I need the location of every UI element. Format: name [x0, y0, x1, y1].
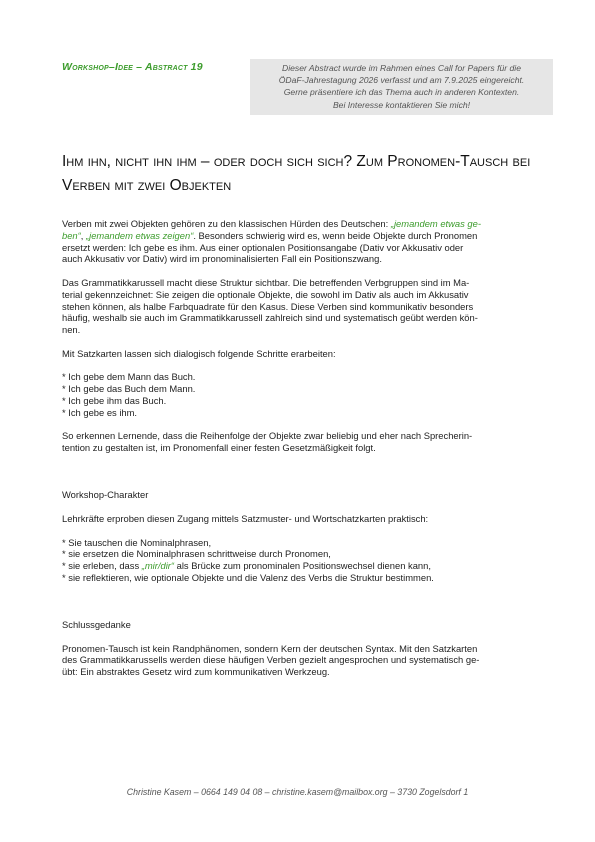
text-line: terial gekennzeichnet: Sie zeigen die optionale Objekte, die sowohl im Dativ als auch im Akkusativ: [62, 288, 469, 300]
notice-line: Dieser Abstract wurde im Rahmen eines Call for Papers für die: [282, 63, 521, 73]
notice-line: Gerne präsentiere ich das Thema auch in anderen Kontexten.: [283, 87, 520, 98]
text-line: auch Akkusativ vor Dativ) wird im pronominalisierten Fall ein Positionszwang.: [62, 253, 382, 265]
text-line: tention zu gestalten ist, im Pronomenfall einer festen Gesetzmäßigkeit folgt.: [62, 442, 376, 454]
steps-list: [62, 371, 548, 418]
paragraph-grammatikkarussell: [62, 277, 548, 336]
paragraph-conclusion-steps: [62, 430, 548, 454]
text-line: übt: Ein abstraktes Gesetz wird zum kommunikativen Werkzeug.: [62, 666, 330, 678]
text-line: nen.: [62, 324, 81, 336]
paragraph-satzkarten: Mit Satzkarten lassen sich dialogisch folgende Schritte erarbeiten:: [62, 347, 336, 359]
text-span: als Brücke zum pronominalen Positionswechsel dienen kann,: [174, 560, 431, 572]
list-item: * Ich gebe es ihm.: [62, 406, 138, 418]
list-item: * sie reflektieren, wie optionale Objekte und die Valenz des Verbs die Struktur bestimmen.: [62, 571, 434, 583]
example-phrase: „jemandem etwas ge-: [390, 218, 481, 229]
footer-contact: Christine Kasem – 0664 149 04 08 – christine.kasem@mailbox.org – 3730 Zogelsdorf 1: [126, 787, 469, 797]
notice-line: ÖDaF-Jahrestagung 2026 verfasst und am 7.9.2025 eingereicht.: [278, 75, 525, 86]
text-line: stehen können, als halbe Farbquadrate für den Kasus. Diese Verben sind kommunikativ besonders: [62, 300, 474, 312]
title-line: Ihm ihn, nicht ihn ihm – oder doch sich sich? Zum Pronomen-Tausch bei: [62, 153, 531, 170]
paragraph-workshop: Lehrkräfte erproben diesen Zugang mittels Satzmuster- und Wortschatzkarten praktisch:: [62, 512, 429, 524]
page-title: [62, 150, 562, 198]
section-heading-schluss: Schlussgedanke: [62, 619, 131, 631]
text-line: Das Grammatikkarussell macht diese Struktur sichtbar. Die betreffenden Verbgruppen sind im Ma-: [62, 276, 470, 288]
text-span: . Besonders schwierig wird es, wenn beide Objekte durch Pronomen: [193, 229, 478, 241]
text-line: des Grammatikkarussells werden diese häufigen Verben gezielt angesprochen und systematisch ge-: [62, 654, 480, 666]
example-phrase: „mir/dir“: [141, 560, 175, 572]
list-item: * Ich gebe ihm das Buch.: [62, 394, 167, 406]
text-span: Verben mit zwei Objekten gehören zu den klassischen Hürden des Deutschen:: [62, 218, 391, 229]
notice-line: Bei Interesse kontaktieren Sie mich!: [332, 99, 471, 110]
example-phrase: ben“: [62, 229, 81, 241]
text-line: So erkennen Lernende, dass die Reihenfolge der Objekte zwar beliebig und eher nach Sprecherin-: [62, 430, 473, 442]
submission-notice: [250, 59, 553, 115]
paragraph-intro: [62, 218, 548, 265]
text-span: ,: [80, 229, 86, 241]
text-line: Pronomen-Tausch ist kein Randphänomen, sondern Kern der deutschen Syntax. Mit den Satzkarten: [62, 642, 478, 654]
text-line: ersetzt werden: Ich gebe es ihm. Aus einer optionalen Positionsangabe (Dativ vor Akkusativ oder: [62, 241, 464, 253]
list-item: * sie ersetzen die Nominalphrasen schrittweise durch Pronomen,: [62, 548, 331, 560]
text-line: [62, 230, 548, 242]
abstract-tag: Workshop–Idee – Abstract 19: [62, 61, 203, 73]
paragraph-schluss: [62, 643, 548, 678]
text-line: [62, 218, 548, 230]
list-item: [62, 560, 548, 572]
text-span: * sie erleben, dass: [62, 560, 142, 572]
abstract-body: [62, 218, 548, 678]
workshop-list: [62, 537, 548, 584]
section-heading-workshop: Workshop-Charakter: [62, 489, 149, 501]
title-line: Verben mit zwei Objekten: [62, 177, 232, 194]
list-item: * Ich gebe dem Mann das Buch.: [62, 371, 196, 383]
text-line: häufig, weshalb sie auch im Grammatikkarussell zahlreich sind und systematisch geübt werden kön-: [62, 312, 478, 324]
list-item: * Ich gebe das Buch dem Mann.: [62, 383, 196, 395]
list-item: * Sie tauschen die Nominalphrasen,: [62, 536, 212, 548]
example-phrase: „jemandem etwas zeigen“: [85, 229, 194, 241]
